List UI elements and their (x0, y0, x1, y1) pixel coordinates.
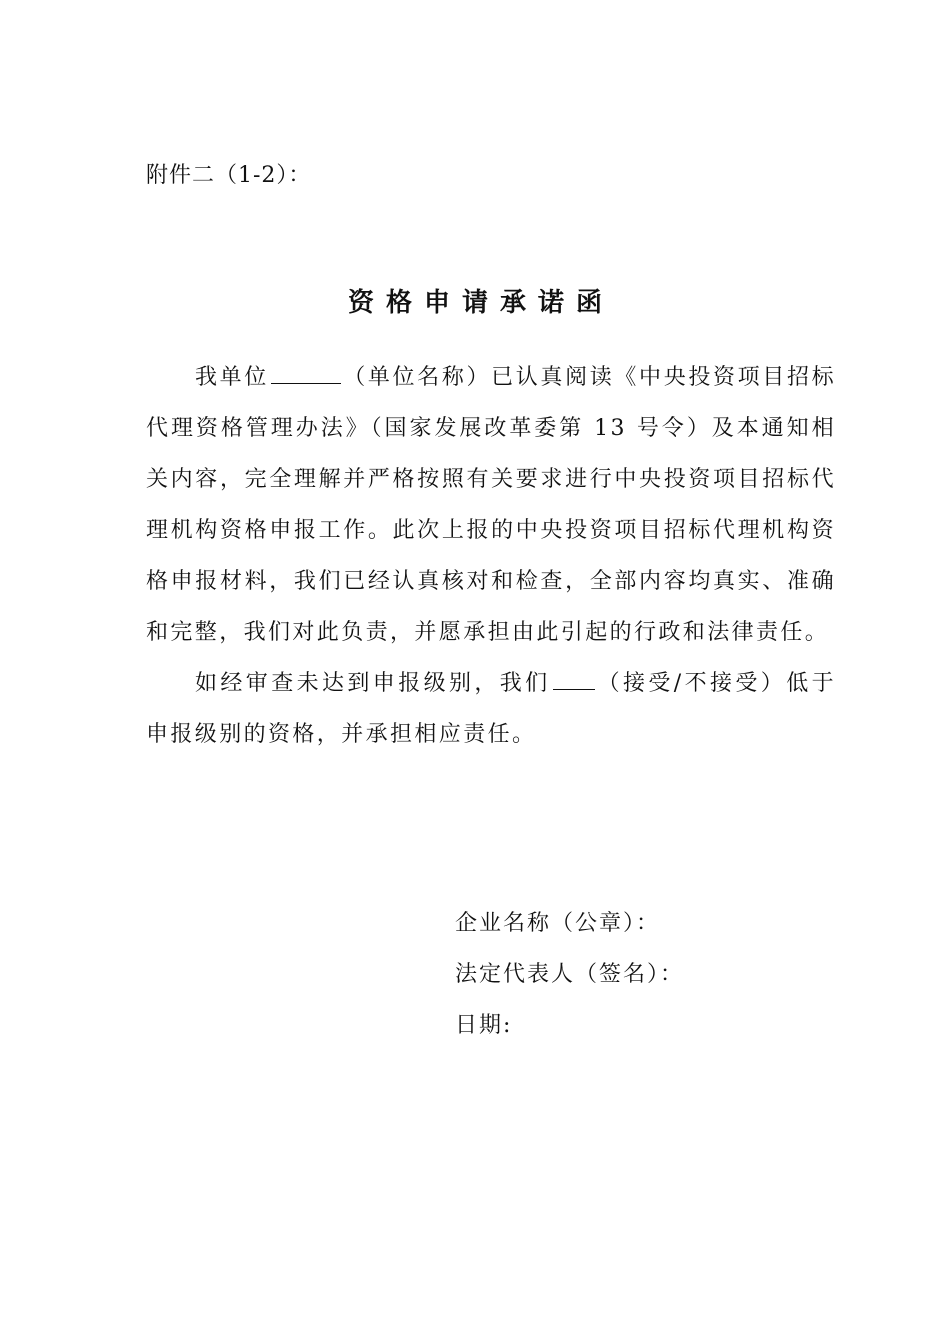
paragraph2-prefix: 如经审查未达到申报级别，我们 (195, 671, 551, 696)
document-body (146, 352, 836, 760)
attachment-label: 附件二（1-2）： (146, 163, 312, 188)
paragraph1-suffix: （单位名称）已认真阅读《中央投资项目招标代理资格管理办法》（国家发展改革委第 13 号令）及本通知相关内容，完全理解并严格按照有关要求进行中央投资项目招标代理机构资格申报工作。此次上报的中央投资项目招标代理机构资格申报材料，我们已经认真核对和检查，全部内容均真实、准确和完整，我们对此负责，并愿承担由此引起的行政和法律责任。 (146, 365, 836, 645)
date-line: 日期: (455, 1013, 513, 1038)
commitment-paragraph (146, 352, 836, 658)
accept-choice-blank (553, 688, 595, 690)
unit-name-blank (271, 382, 341, 384)
paragraph1-prefix: 我单位 (195, 365, 269, 390)
company-seal-line: 企业名称（公章）： (455, 911, 661, 936)
signature-block (455, 898, 684, 1051)
paragraph2-suffix: （接受/不接受）低于申报级别的资格，并承担相应责任。 (146, 671, 836, 747)
legal-representative-line: 法定代表人（签名）： (455, 962, 685, 987)
document-title: 资格申请承诺函 (347, 288, 614, 318)
acceptance-paragraph (146, 658, 836, 760)
